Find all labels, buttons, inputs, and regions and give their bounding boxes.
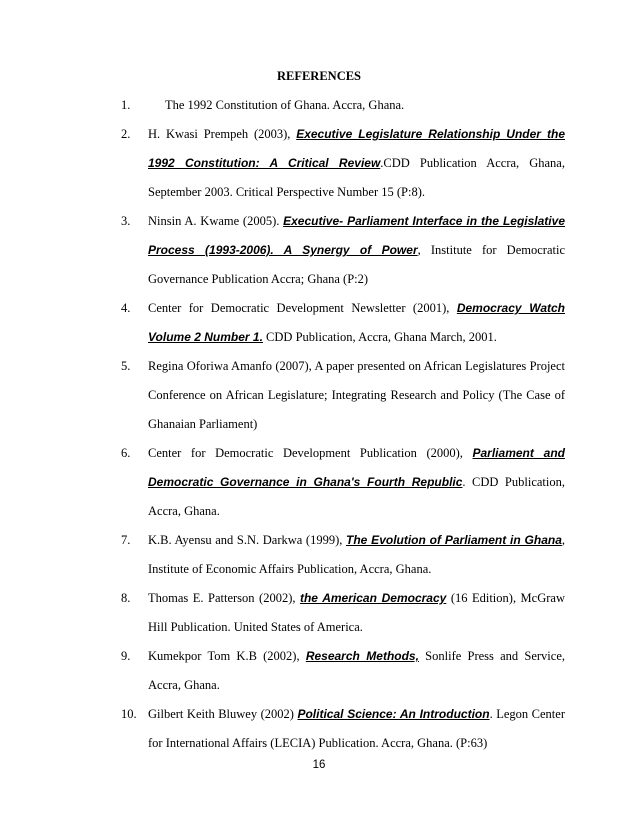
reference-text: .CDD Publication Accra, Ghana, September 2003. Critical Perspective Number 15 (P:8). — [148, 156, 565, 199]
reference-text: (16 Edition), McGraw Hill Publication. United States of America. — [148, 591, 565, 634]
reference-text: K.B. Ayensu and S.N. Darkwa (1999), — [148, 533, 347, 547]
reference-number: 7. — [121, 533, 131, 547]
reference-title: the American Democracy — [299, 591, 447, 605]
page-number: 16 — [312, 759, 326, 771]
reference-list — [121, 91, 565, 758]
reference-item — [121, 91, 565, 120]
reference-item — [121, 207, 565, 294]
reference-item — [121, 642, 565, 700]
reference-number: 8. — [121, 591, 131, 605]
reference-title: Executive Legislature Relationship Under the 1992 Constitution: A Critical Review — [148, 127, 565, 170]
reference-number: 5. — [121, 359, 131, 373]
reference-item — [121, 120, 565, 207]
reference-item — [121, 352, 565, 439]
reference-item — [121, 294, 565, 352]
reference-text: Ninsin A. Kwame (2005). — [148, 214, 284, 228]
reference-text: , Institute of Economic Affairs Publication, Accra, Ghana. — [148, 533, 565, 576]
reference-text: Kumekpor Tom K.B (2002), — [148, 649, 306, 663]
reference-text: Gilbert Keith Bluwey (2002) — [148, 707, 298, 721]
reference-number: 2. — [121, 127, 131, 141]
reference-title: Political Science: An Introduction — [297, 707, 490, 721]
reference-item — [121, 439, 565, 526]
reference-text: Regina Oforiwa Amanfo (2007), A paper presented on African Legislatures Project Conference on African Legislature; Integrating Research and Policy (The Case of Ghanaian Parliament) — [148, 359, 565, 431]
reference-text: Center for Democratic Development Publication (2000), — [148, 446, 473, 460]
reference-number: 4. — [121, 301, 131, 315]
reference-title: The Evolution of Parliament in Ghana — [346, 533, 562, 547]
reference-item — [121, 584, 565, 642]
reference-text: . CDD Publication, Accra, Ghana. — [148, 475, 565, 518]
reference-title: Research Methods, — [305, 649, 419, 663]
reference-title: Executive- Parliament Interface in the Legislative Process (1993-2006). A Synergy of Power — [148, 214, 565, 257]
reference-text: Center for Democratic Development Newsletter (2001), — [148, 301, 457, 315]
reference-text: Sonlife Press and Service, Accra, Ghana. — [148, 649, 565, 692]
reference-text: , Institute for Democratic Governance Publication Accra; Ghana (P:2) — [148, 243, 565, 286]
reference-title: Democracy Watch Volume 2 Number 1. — [148, 301, 565, 344]
reference-item — [121, 700, 565, 758]
reference-number: 9. — [121, 649, 131, 663]
reference-item — [121, 526, 565, 584]
reference-number: 6. — [121, 446, 131, 460]
reference-text: Thomas E. Patterson (2002), — [148, 591, 300, 605]
reference-text: . Legon Center for International Affairs (LECIA) Publication. Accra, Ghana. (P:63) — [148, 707, 565, 750]
reference-text: The 1992 Constitution of Ghana. Accra, Ghana. — [165, 98, 405, 112]
reference-title: Parliament and Democratic Governance in Ghana's Fourth Republic — [148, 446, 565, 489]
reference-number: 1. — [121, 98, 131, 112]
reference-text: CDD Publication, Accra, Ghana March, 2001. — [262, 330, 497, 344]
reference-text: H. Kwasi Prempeh (2003), — [148, 127, 297, 141]
reference-number: 3. — [121, 214, 131, 228]
references-heading: REFERENCES — [276, 69, 362, 83]
reference-number: 10. — [121, 707, 137, 721]
